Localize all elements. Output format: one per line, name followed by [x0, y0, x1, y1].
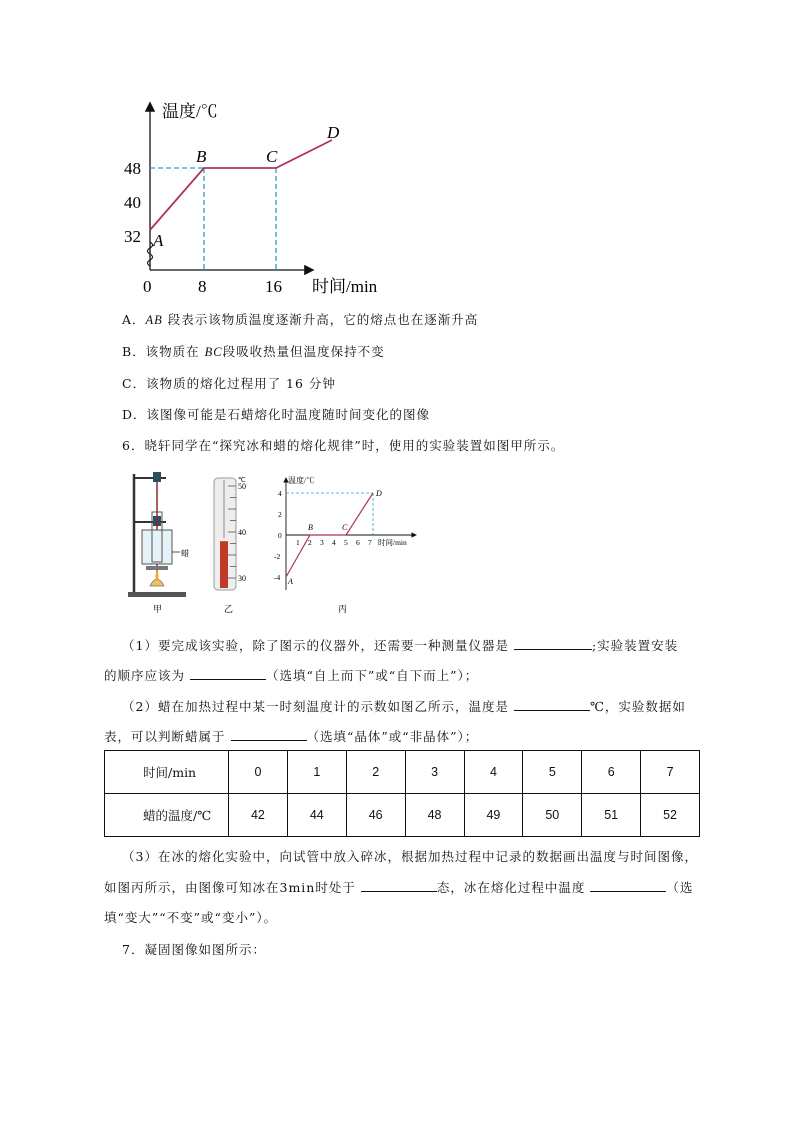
- g3-ytick-m4: -4: [274, 573, 281, 582]
- table-cell: 51: [582, 794, 641, 837]
- g3-ytick-4: 4: [278, 489, 282, 498]
- y-axis-label: 温度/℃: [162, 102, 218, 121]
- table-cell: 5: [523, 751, 582, 794]
- option-a[interactable]: A．AB 段表示该物质温度逐渐升高，它的熔点也在逐渐升高: [122, 312, 479, 327]
- q6-part1-line1: （1）要完成该实验，除了图示的仪器外，还需要一种测量仪器是 ;实验装置安装: [122, 638, 679, 653]
- g3-xtick-1: 1: [296, 538, 300, 547]
- table-row: [105, 751, 700, 794]
- g3-point-C: C: [342, 523, 348, 532]
- table-cell: 44: [287, 794, 346, 837]
- answer-blank-order[interactable]: [190, 669, 266, 680]
- ice-melting-graph: [270, 472, 430, 616]
- x-axis-label: 时间/min: [312, 277, 378, 296]
- g3-ytick-m2: -2: [274, 552, 281, 561]
- point-label-B: B: [196, 147, 207, 166]
- option-d[interactable]: D．该图像可能是石蜡熔化时温度随时间变化的图像: [122, 407, 431, 422]
- fig-label-jia: 甲: [153, 604, 163, 614]
- wax-data-table: [104, 750, 700, 837]
- y-tick-32: 32: [124, 227, 141, 246]
- g3-point-B: B: [308, 523, 313, 532]
- table-cell: 50: [523, 794, 582, 837]
- table-cell: 46: [346, 794, 405, 837]
- g3-xtick-2: 2: [308, 538, 312, 547]
- table-header-wax-temp: 蜡的温度/℃: [105, 794, 229, 837]
- g3-ytick-2: 2: [278, 510, 282, 519]
- table-cell: 48: [405, 794, 464, 837]
- answer-blank-temp-change[interactable]: [590, 881, 666, 892]
- melting-graph: [124, 92, 400, 302]
- thermo-tick-40: 40: [238, 528, 246, 537]
- apparatus-figure: [120, 466, 200, 616]
- answer-blank-instrument[interactable]: [514, 639, 592, 650]
- thermo-tick-30: 30: [238, 574, 246, 583]
- g3-point-D: D: [376, 489, 382, 498]
- q6-part3-line1: （3）在冰的熔化实验中，向试管中放入碎冰，根据加热过程中记录的数据画出温度与时间图像，: [122, 849, 698, 864]
- mercury-column: [220, 541, 228, 588]
- table-cell: 2: [346, 751, 405, 794]
- table-cell: 3: [405, 751, 464, 794]
- y-tick-48: 48: [124, 159, 141, 178]
- point-label-D: D: [327, 123, 340, 142]
- table-cell: 0: [229, 751, 288, 794]
- fig-label-yi: 乙: [224, 604, 234, 614]
- table-cell: 42: [229, 794, 288, 837]
- x-tick-8: 8: [198, 277, 207, 296]
- table-cell: 52: [641, 794, 700, 837]
- q6-part3-line2: 如图丙所示，由图像可知冰在3min时处于 态，冰在熔化过程中温度 （选: [104, 880, 694, 895]
- option-c[interactable]: C．该物质的熔化过程用了 16 分钟: [122, 376, 336, 391]
- table-header-time: 时间/min: [105, 751, 229, 794]
- q6-part1-line2: 的顺序应该为 （选填“自上而下”或“自下而上”）；: [104, 668, 479, 683]
- x-tick-16: 16: [265, 277, 282, 296]
- g3-xtick-5: 5: [344, 538, 348, 547]
- question-7-intro: 7．凝固图像如图所示：: [122, 942, 266, 957]
- q6-part2-line1: （2）蜡在加热过程中某一时刻温度计的示数如图乙所示，温度是 ℃，实验数据如: [122, 699, 686, 714]
- answer-blank-crystal[interactable]: [231, 730, 307, 741]
- question-6-intro: 6．晓轩同学在“探究冰和蜡的熔化规律”时，使用的实验装置如图甲所示。: [122, 438, 565, 453]
- thermo-tick-50: 50: [238, 482, 246, 491]
- y-tick-40: 40: [124, 193, 141, 212]
- x-tick-0: 0: [143, 277, 152, 296]
- wax-label: 蜡: [181, 549, 189, 558]
- g3-ylabel: 温度/℃: [288, 476, 315, 485]
- q6-part2-line2: 表，可以判断蜡属于 （选填“晶体”或“非晶体”）；: [104, 729, 479, 744]
- g3-ytick-0: 0: [278, 531, 282, 540]
- g3-xtick-7: 7: [368, 538, 372, 547]
- q6-part3-line3: 填“变大”“不变”或“变小”）。: [104, 910, 278, 925]
- g3-xlabel: 时间/min: [378, 538, 407, 547]
- g3-xtick-3: 3: [320, 538, 324, 547]
- table-row: [105, 794, 700, 837]
- answer-blank-state[interactable]: [361, 881, 437, 892]
- thermometer-figure: [206, 470, 262, 616]
- option-b[interactable]: B．该物质在 BC段吸收热量但温度保持不变: [122, 344, 385, 359]
- g3-xtick-6: 6: [356, 538, 360, 547]
- table-cell: 6: [582, 751, 641, 794]
- table-cell: 49: [464, 794, 523, 837]
- thermo-unit: ℃: [238, 476, 246, 484]
- table-cell: 7: [641, 751, 700, 794]
- g3-xtick-4: 4: [332, 538, 336, 547]
- table-cell: 1: [287, 751, 346, 794]
- answer-blank-temperature[interactable]: [514, 700, 590, 711]
- fig-label-bing: 丙: [338, 604, 348, 614]
- point-label-A: A: [153, 231, 164, 250]
- temperature-curve: [150, 140, 332, 230]
- g3-point-A: A: [288, 577, 293, 586]
- point-label-C: C: [266, 147, 278, 166]
- table-cell: 4: [464, 751, 523, 794]
